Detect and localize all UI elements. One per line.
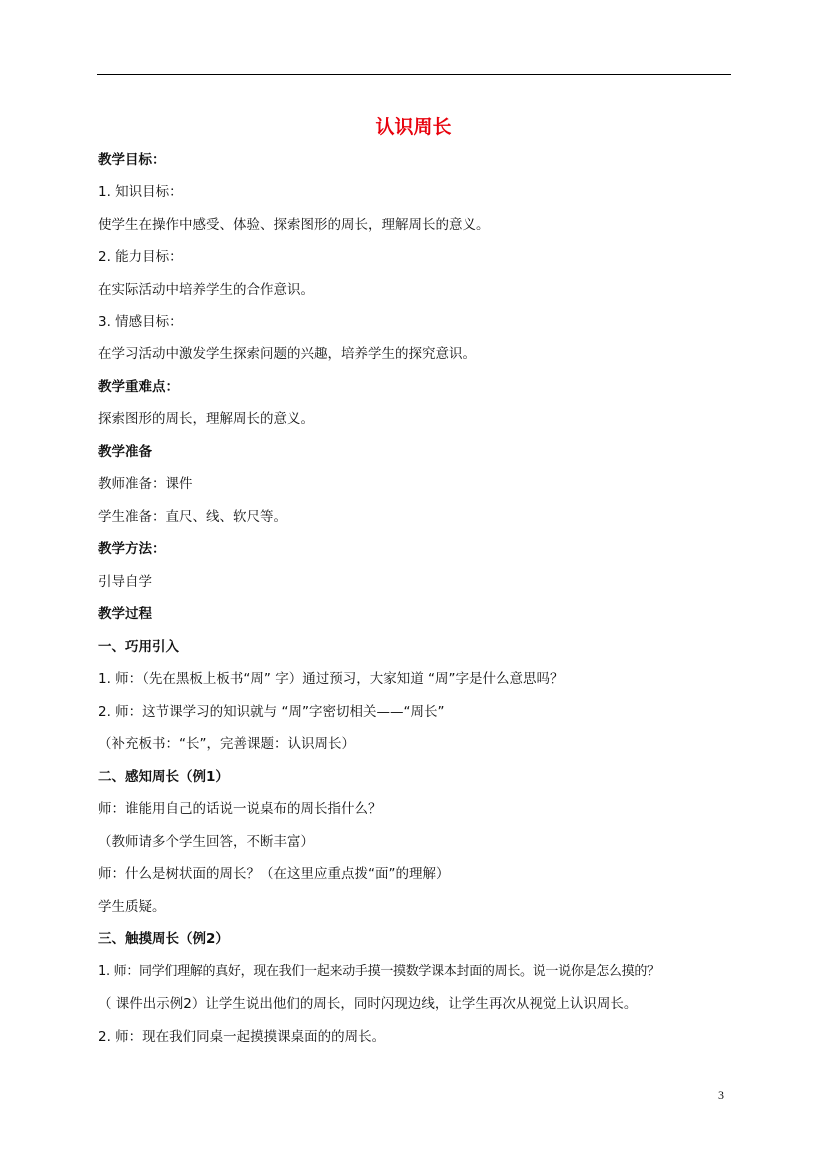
heading-process: 教学过程: [98, 606, 152, 622]
paragraph: 师：什么是树状面的周长？（在这里应重点拨“面”的理解）: [98, 866, 450, 882]
paragraph: 探索图形的周长，理解周长的意义。: [98, 411, 314, 427]
paragraph: 1. 师：（先在黑板上板书“周” 字）通过预习，大家知道 “周”字是什么意思吗？: [98, 671, 564, 687]
paragraph: （教师请多个学生回答，不断丰富）: [98, 834, 314, 850]
paragraph: （补充板书：“长”，完善课题：认识周长）: [98, 736, 355, 752]
paragraph: 1. 师：同学们理解的真好，现在我们一起来动手摸一摸数学课本封面的周长。说一说你是怎么摸的？: [98, 964, 660, 979]
heading-key-points: 教学重难点：: [98, 379, 179, 395]
paragraph: 3. 情感目标：: [98, 314, 183, 330]
paragraph: 在实际活动中培养学生的合作意识。: [98, 282, 314, 298]
paragraph: 学生准备：直尺、线、软尺等。: [98, 509, 287, 525]
heading-objectives: 教学目标：: [98, 152, 166, 168]
paragraph: （ 课件出示例2）让学生说出他们的周长，同时闪现边线，让学生再次从视觉上认识周长。: [98, 996, 638, 1012]
section-heading: 三、触摸周长（例2）: [98, 931, 229, 947]
page-number: 3: [718, 1088, 724, 1102]
section-heading: 一、巧用引入: [98, 639, 179, 655]
paragraph: 在学习活动中激发学生探索问题的兴趣，培养学生的探究意识。: [98, 346, 476, 362]
paragraph: 2. 能力目标：: [98, 249, 183, 265]
paragraph: 使学生在操作中感受、体验、探索图形的周长，理解周长的意义。: [98, 217, 490, 233]
paragraph: 引导自学: [98, 574, 152, 590]
paragraph: 学生质疑。: [98, 899, 166, 915]
heading-preparation: 教学准备: [98, 444, 152, 460]
section-heading: 二、感知周长（例1）: [98, 769, 229, 785]
paragraph: 2. 师：现在我们同桌一起摸摸课桌面的的周长。: [98, 1029, 386, 1045]
document-title: 认识周长: [375, 116, 452, 138]
header-rule: [97, 74, 731, 75]
paragraph: 师：谁能用自己的话说一说桌布的周长指什么？: [98, 801, 382, 817]
paragraph: 2. 师：这节课学习的知识就与 “周”字密切相关——“周长”: [98, 704, 445, 720]
paragraph: 1. 知识目标：: [98, 184, 183, 200]
paragraph: 教师准备：课件: [98, 476, 193, 492]
heading-methods: 教学方法：: [98, 541, 166, 557]
